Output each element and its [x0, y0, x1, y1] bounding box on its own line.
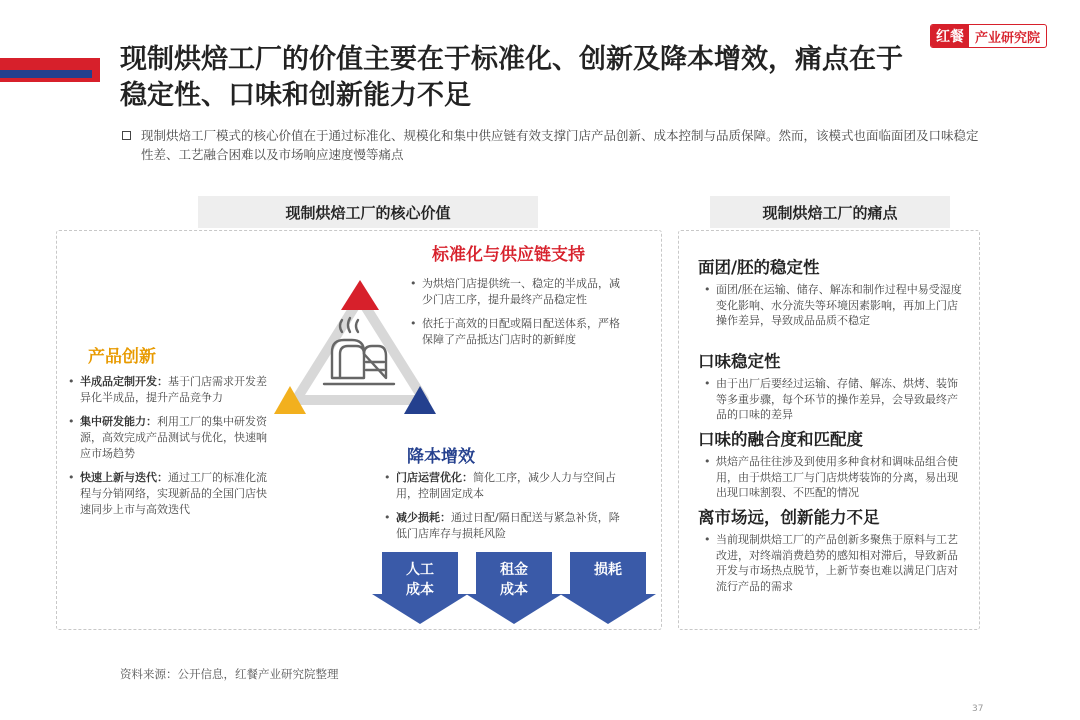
list-item: • 集中研发能力：利用工厂的集中研发资源，高效完成产品测试与优化，快速响应市场趋势	[68, 414, 273, 462]
list-item: • 减少损耗：通过日配/隔日配送与紧急补货，降低门店库存与损耗风险	[384, 510, 624, 542]
list-item: • 当前现制烘焙工厂的产品创新多聚焦于原料与工艺改进，对终端消费趋势的感知相对滞后，导致新品开发与市场热点脱节，上新节奏也难以满足门店对流行产品的需求	[704, 532, 968, 594]
cost-reduction-title: 降本增效	[407, 447, 475, 467]
page-title: 现制烘焙工厂的价值主要在于标准化、创新及降本增效，痛点在于稳定性、口味和创新能力不足	[120, 44, 903, 111]
cost-reduction-list	[384, 470, 624, 550]
logo-text: 产业研究院	[975, 30, 1041, 46]
intro-text: 现制烘焙工厂模式的核心价值在于通过标准化、规模化和集中供应链有效支撑门店产品创新、成本控制与品质保障。然而，该模式也面临面团及口味稳定性差、工艺融合困难以及市场响应速度慢等痛点	[141, 128, 979, 162]
pain-list-flavor-stability	[704, 376, 968, 423]
standardization-title: 标准化与供应链支持	[432, 245, 585, 265]
pain-list-flavor-fusion	[704, 454, 968, 501]
logo-mark: 红餐	[931, 25, 969, 47]
header-blue-stripe	[0, 70, 92, 78]
pain-list-dough-stability	[704, 282, 968, 329]
product-innovation-list	[68, 374, 273, 526]
red-triangle-icon	[341, 280, 379, 310]
list-item: • 为烘焙门店提供统一、稳定的半成品，减少门店工序，提升最终产品稳定性	[410, 276, 630, 308]
pain-title-innovation: 离市场远，创新能力不足	[698, 508, 880, 527]
pain-title-dough-stability: 面团/胚的稳定性	[698, 258, 820, 277]
rent-cost-down-arrow: 租金 成本	[466, 552, 562, 624]
pain-title-flavor-fusion: 口味的融合度和匹配度	[698, 430, 863, 449]
pain-title-flavor-stability: 口味稳定性	[698, 352, 781, 371]
labor-cost-down-arrow: 人工 成本	[372, 552, 468, 624]
list-item: • 由于出厂后要经过运输、存储、解冻、烘烤、装饰等多重步骤，每个环节的操作差异，会导致最终产品的口味的差异	[704, 376, 968, 423]
page-number: 37	[972, 704, 984, 714]
list-item: • 快速上新与迭代：通过工厂的标准化流程与分销网络，实现新品的全国门店快速同步上市与高效迭代	[68, 470, 273, 518]
core-value-header: 现制烘焙工厂的核心价值	[198, 196, 538, 228]
intro-paragraph	[122, 126, 982, 164]
checkbox-square-icon	[122, 131, 131, 140]
pain-list-innovation	[704, 532, 968, 594]
product-innovation-title: 产品创新	[88, 347, 156, 367]
list-item: • 依托于高效的日配或隔日配送体系，严格保障了产品抵达门店时的新鲜度	[410, 316, 630, 348]
list-item: • 半成品定制开发：基于门店需求开发差异化半成品，提升产品竞争力	[68, 374, 273, 406]
list-item: • 面团/胚在运输、储存、解冻和制作过程中易受湿度变化影响、水分流失等环境因素影响，再加上门店操作差异，导致成品品质不稳定	[704, 282, 968, 329]
value-triangle-diagram	[270, 280, 450, 440]
source-note: 资料来源：公开信息，红餐产业研究院整理	[120, 667, 339, 681]
loss-down-arrow: 损耗	[560, 552, 656, 624]
brand-logo	[930, 24, 1047, 48]
pain-points-header: 现制烘焙工厂的痛点	[710, 196, 950, 228]
list-item: • 门店运营优化：简化工序，减少人力与空间占用，控制固定成本	[384, 470, 624, 502]
list-item: • 烘焙产品往往涉及到使用多种食材和调味品组合使用，由于烘焙工厂与门店烘烤装饰的分离，易出现出现口味割裂、不匹配的情况	[704, 454, 968, 501]
